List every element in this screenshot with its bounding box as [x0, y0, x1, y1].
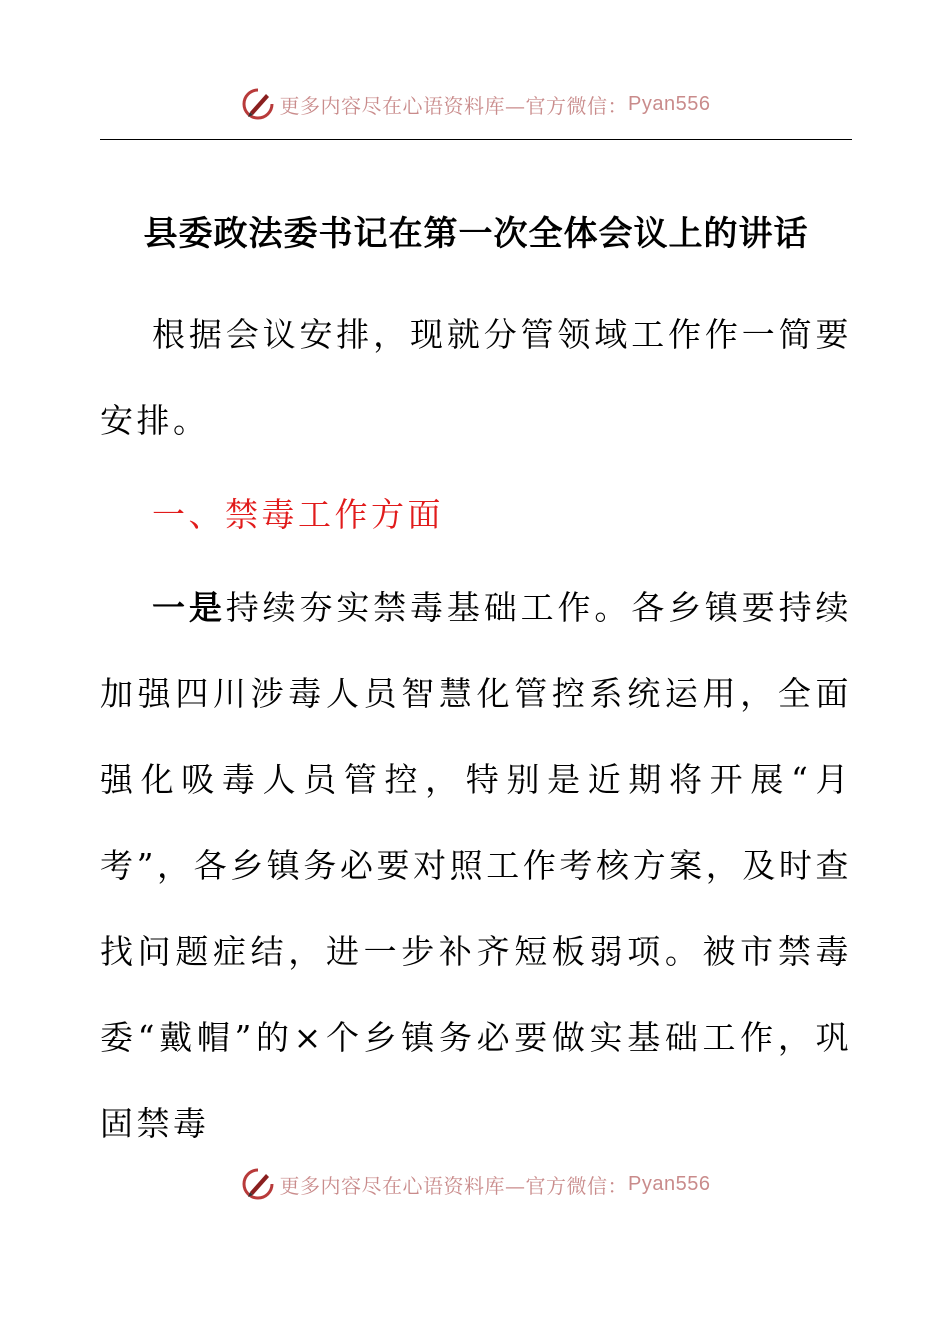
- section-heading: 一、禁毒工作方面: [152, 495, 444, 534]
- intro-paragraph: 根据会议安排，现就分管领域工作作一简要安排。: [100, 315, 852, 440]
- paragraph-lead: 一是: [152, 588, 226, 627]
- header-divider: [100, 139, 852, 140]
- watermark-wechat-id: Pyan556: [628, 92, 711, 115]
- document-title: 县委政法委书记在第一次全体会议上的讲话: [143, 214, 809, 254]
- paragraph-text: 持续夯实禁毒基础工作。各乡镇要持续加强四川涉毒人员智慧化管控系统运用，全面强化吸毒人员管控，特别是近期将开展“月考”，各乡镇务必要对照工作考核方案，及时查找问题症结，进一步补齐短板弱项。被市禁毒委“戴帽”的×个乡镇务必要做实基础工作，巩固禁毒: [100, 588, 853, 1143]
- footer-watermark: [0, 1164, 950, 1204]
- header-watermark: [0, 84, 950, 124]
- pen-logo-icon: [240, 86, 276, 122]
- pen-logo-icon: [240, 1166, 276, 1202]
- body-paragraph: [100, 565, 852, 1167]
- watermark-text: 更多内容尽在心语资料库—官方微信：: [279, 1173, 629, 1198]
- watermark-text: 更多内容尽在心语资料库—官方微信：: [279, 93, 629, 118]
- watermark-wechat-id: Pyan556: [628, 1172, 711, 1195]
